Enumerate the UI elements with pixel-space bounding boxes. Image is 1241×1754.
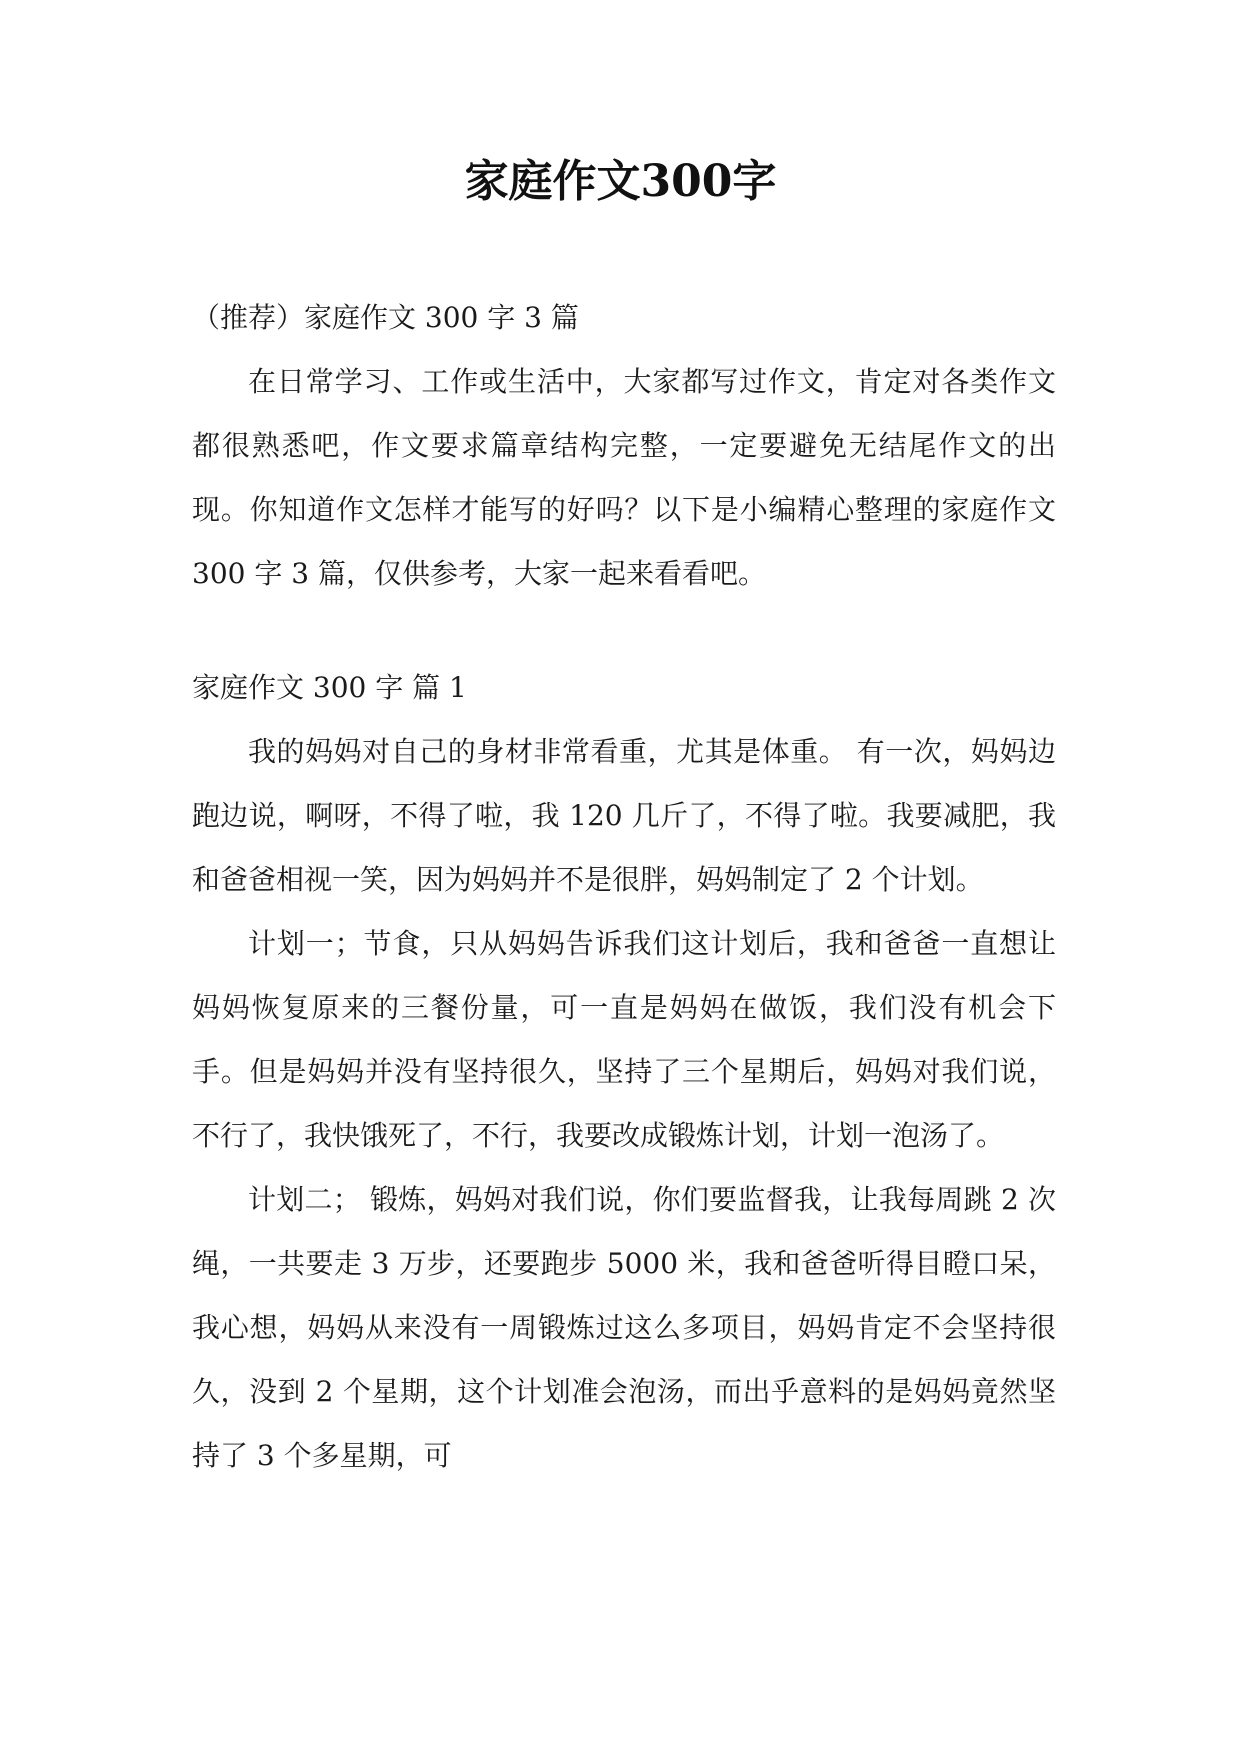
section-heading: 家庭作文 300 字 篇 1 <box>192 671 467 704</box>
body-paragraph-3: 计划二； 锻炼，妈妈对我们说，你们要监督我，让我每周跳 2 次绳，一共要走 3 万步，还要跑步 5000 米，我和爸爸听得目瞪口呆，我心想，妈妈从来没有一周锻炼过这么多项目，妈妈肯定不会坚持很久，没到 2 个星期，这个计划准会泡汤，而出乎意料的是妈妈竟然坚持了 3 个多星期，可 <box>192 1183 1056 1472</box>
document-body <box>192 286 1056 1488</box>
document-subtitle: （推荐）家庭作文 300 字 3 篇 <box>192 301 579 334</box>
intro-paragraph: 在日常学习、工作或生活中，大家都写过作文，肯定对各类作文都很熟悉吧，作文要求篇章结构完整，一定要避免无结尾作文的出现。你知道作文怎样才能写的好吗？以下是小编精心整理的家庭作文 300 字 3 篇，仅供参考，大家一起来看看吧。 <box>192 365 1056 590</box>
section-spacer <box>192 606 1056 656</box>
body-paragraph-1: 我的妈妈对自己的身材非常看重，尤其是体重。 有一次，妈妈边跑边说，啊呀，不得了啦，我 120 几斤了，不得了啦。我要减肥，我和爸爸相视一笑，因为妈妈并不是很胖，妈妈制定了 2 个计划。 <box>192 735 1056 896</box>
document-title: 家庭作文300字 <box>464 156 777 207</box>
body-paragraph-2: 计划一；节食，只从妈妈告诉我们这计划后，我和爸爸一直想让妈妈恢复原来的三餐份量，可一直是妈妈在做饭，我们没有机会下手。但是妈妈并没有坚持很久，坚持了三个星期后，妈妈对我们说，不行了，我快饿死了，不行，我要改成锻炼计划，计划一泡汤了。 <box>192 927 1056 1152</box>
